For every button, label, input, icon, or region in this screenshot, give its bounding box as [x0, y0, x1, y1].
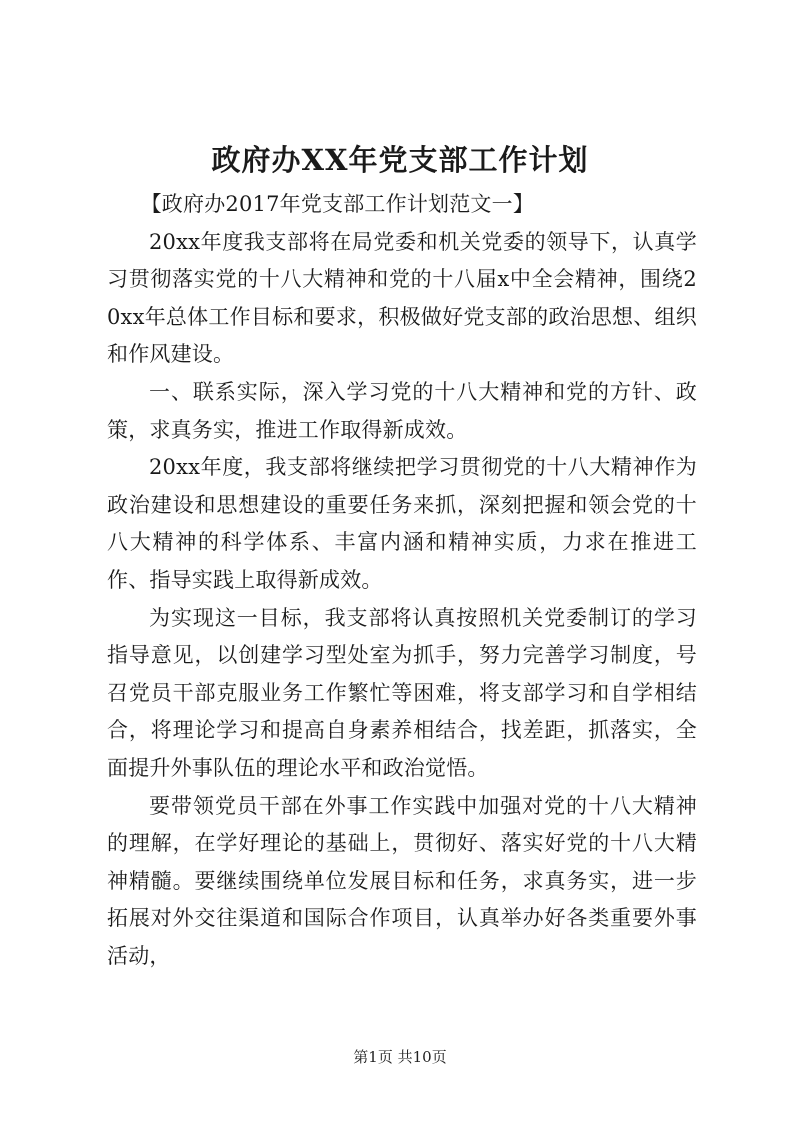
section-heading: 【政府办2017年党支部工作计划范文一】 — [140, 192, 535, 216]
document-title: 政府办XX年党支部工作计划 — [211, 143, 589, 177]
paragraph: 20xx年度，我支部将继续把学习贯彻党的十八大精神作为政治建设和思想建设的重要任务来抓，深刻把握和领会党的十八大精神的科学体系、丰富内涵和精神实质，力求在推进工作、指导实践上取得新成效。 — [107, 455, 697, 592]
paragraph: 要带领党员干部在外事工作实践中加强对党的十八大精神的理解，在学好理论的基础上，贯彻好、落实好党的十八大精神精髓。要继续围绕单位发展目标和任务，求真务实，进一步拓展对外交往渠道和国际合作项目，认真举办好各类重要外事活动， — [107, 793, 697, 968]
paragraph: 为实现这一目标，我支部将认真按照机关党委制订的学习指导意见，以创建学习型处室为抓手，努力完善学习制度，号召党员干部克服业务工作繁忙等困难，将支部学习和自学相结合，将理论学习和提高自身素养相结合，找差距，抓落实，全面提升外事队伍的理论水平和政治觉悟。 — [107, 605, 697, 780]
paragraph: 20xx年度我支部将在局党委和机关党委的领导下，认真学习贯彻落实党的十八大精神和党的十八届x中全会精神，围绕20xx年总体工作目标和要求，积极做好党支部的政治思想、组织和作风建设。 — [107, 229, 697, 367]
page-number-footer: 第1页 共10页 — [353, 1048, 447, 1066]
paragraph: 一、联系实际，深入学习党的十八大精神和党的方针、政策，求真务实，推进工作取得新成效。 — [107, 379, 697, 442]
document-body — [107, 186, 697, 975]
